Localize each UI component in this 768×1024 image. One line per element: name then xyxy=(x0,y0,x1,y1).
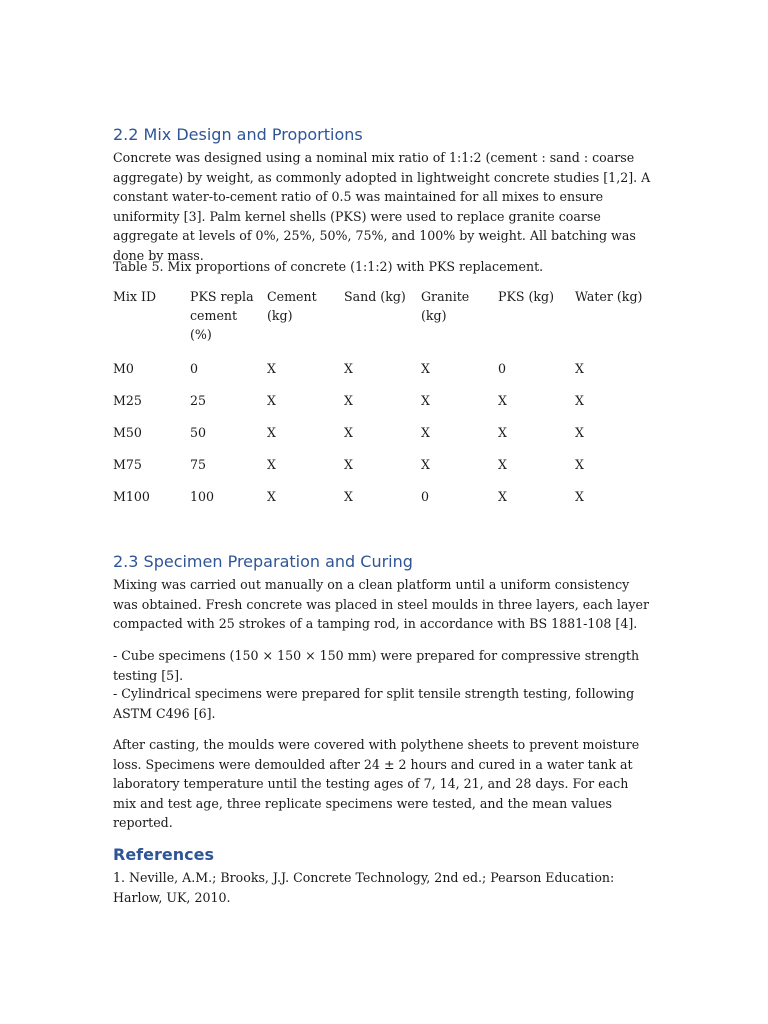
mix-proportions-table xyxy=(113,287,652,519)
table-row xyxy=(113,391,652,423)
table-row xyxy=(113,455,652,487)
header-sand: Sand (kg) xyxy=(344,289,406,304)
header-pks-replacement: PKS replacement (%) xyxy=(190,289,254,342)
table-cell: 100 xyxy=(190,489,215,504)
table-row xyxy=(113,487,652,519)
table-cell: M50 xyxy=(113,425,142,440)
table-cell: X xyxy=(421,361,430,376)
table-cell: X xyxy=(267,361,276,376)
specimen-preparation-paragraph: Mixing was carried out manually on a clean platform until a uniform consistency was obtained. Fresh concrete was placed in steel moulds in three layers, each layer compacted with 25 strokes of a tamping rod, in accordance with BS 1881-108 [4]. xyxy=(113,577,650,631)
table-cell: 25 xyxy=(190,393,207,408)
section-heading-mix-design: 2.2 Mix Design and Proportions xyxy=(113,125,363,144)
cylindrical-specimens-bullet: - Cylindrical specimens were prepared for split tensile strength testing, following ASTM C496 [6]. xyxy=(113,686,635,721)
cube-specimens-bullet: - Cube specimens (150 × 150 × 150 mm) were prepared for compressive strength testing [5]. xyxy=(113,648,640,683)
table-cell: X xyxy=(344,361,353,376)
header-mix-id: Mix ID xyxy=(113,289,157,304)
table-cell: X xyxy=(575,393,584,408)
header-water: Water (kg) xyxy=(575,289,643,304)
table-cell: X xyxy=(575,489,584,504)
table-row xyxy=(113,359,652,391)
table-cell: 50 xyxy=(190,425,207,440)
references-heading: References xyxy=(113,845,214,864)
table-cell: X xyxy=(498,457,507,472)
table-cell: X xyxy=(344,457,353,472)
table-cell: M25 xyxy=(113,393,142,408)
curing-paragraph: After casting, the moulds were covered with polythene sheets to prevent moisture loss. Specimens were demoulded after 24 ± 2 hours and cured in a water tank at laboratory temperature until the testing ages of 7, 14, 21, and 28 days. For each mix and test age, three replicate specimens were tested, and the mean values reported. xyxy=(113,737,640,830)
table-row xyxy=(113,423,652,455)
table-cell: M100 xyxy=(113,489,150,504)
table-cell: X xyxy=(575,457,584,472)
table-cell: X xyxy=(498,393,507,408)
header-cement: Cement (kg) xyxy=(267,289,317,323)
reference-item: 1. Neville, A.M.; Brooks, J.J. Concrete Technology, 2nd ed.; Pearson Education: Harlow, UK, 2010. xyxy=(113,870,615,905)
table-cell: X xyxy=(498,425,507,440)
mix-design-paragraph: Concrete was designed using a nominal mix ratio of 1:1:2 (cement : sand : coarse aggregate) by weight, as commonly adopted in lightweight concrete studies [1,2]. A constant water-to-cement ratio of 0.5 was maintained for all mixes to ensure uniformity [3]. Palm kernel shells (PKS) were used to replace granite coarse aggregate at levels of 0%, 25%, 50%, 75%, and 100% by weight. All batching was done by mass. xyxy=(113,150,651,263)
header-pks: PKS (kg) xyxy=(498,289,555,304)
table-cell: 0 xyxy=(421,489,430,504)
table-cell: 0 xyxy=(498,361,507,376)
section-heading-specimen-preparation: 2.3 Specimen Preparation and Curing xyxy=(113,552,413,571)
table-cell: X xyxy=(344,393,353,408)
table-cell: X xyxy=(267,489,276,504)
table-cell: X xyxy=(421,393,430,408)
table-cell: X xyxy=(575,361,584,376)
table-cell: X xyxy=(575,425,584,440)
table-cell: X xyxy=(344,425,353,440)
table-cell: 0 xyxy=(190,361,199,376)
table-cell: 75 xyxy=(190,457,207,472)
table-cell: X xyxy=(267,393,276,408)
table-cell: M75 xyxy=(113,457,142,472)
table-cell: X xyxy=(421,425,430,440)
table-header-row xyxy=(113,287,652,359)
table-cell: X xyxy=(267,457,276,472)
header-granite: Granite (kg) xyxy=(421,289,470,323)
table-cell: X xyxy=(421,457,430,472)
table-cell: X xyxy=(498,489,507,504)
table-caption: Table 5. Mix proportions of concrete (1:1:2) with PKS replacement. xyxy=(113,259,544,274)
table-cell: X xyxy=(344,489,353,504)
table-cell: X xyxy=(267,425,276,440)
table-cell: M0 xyxy=(113,361,134,376)
